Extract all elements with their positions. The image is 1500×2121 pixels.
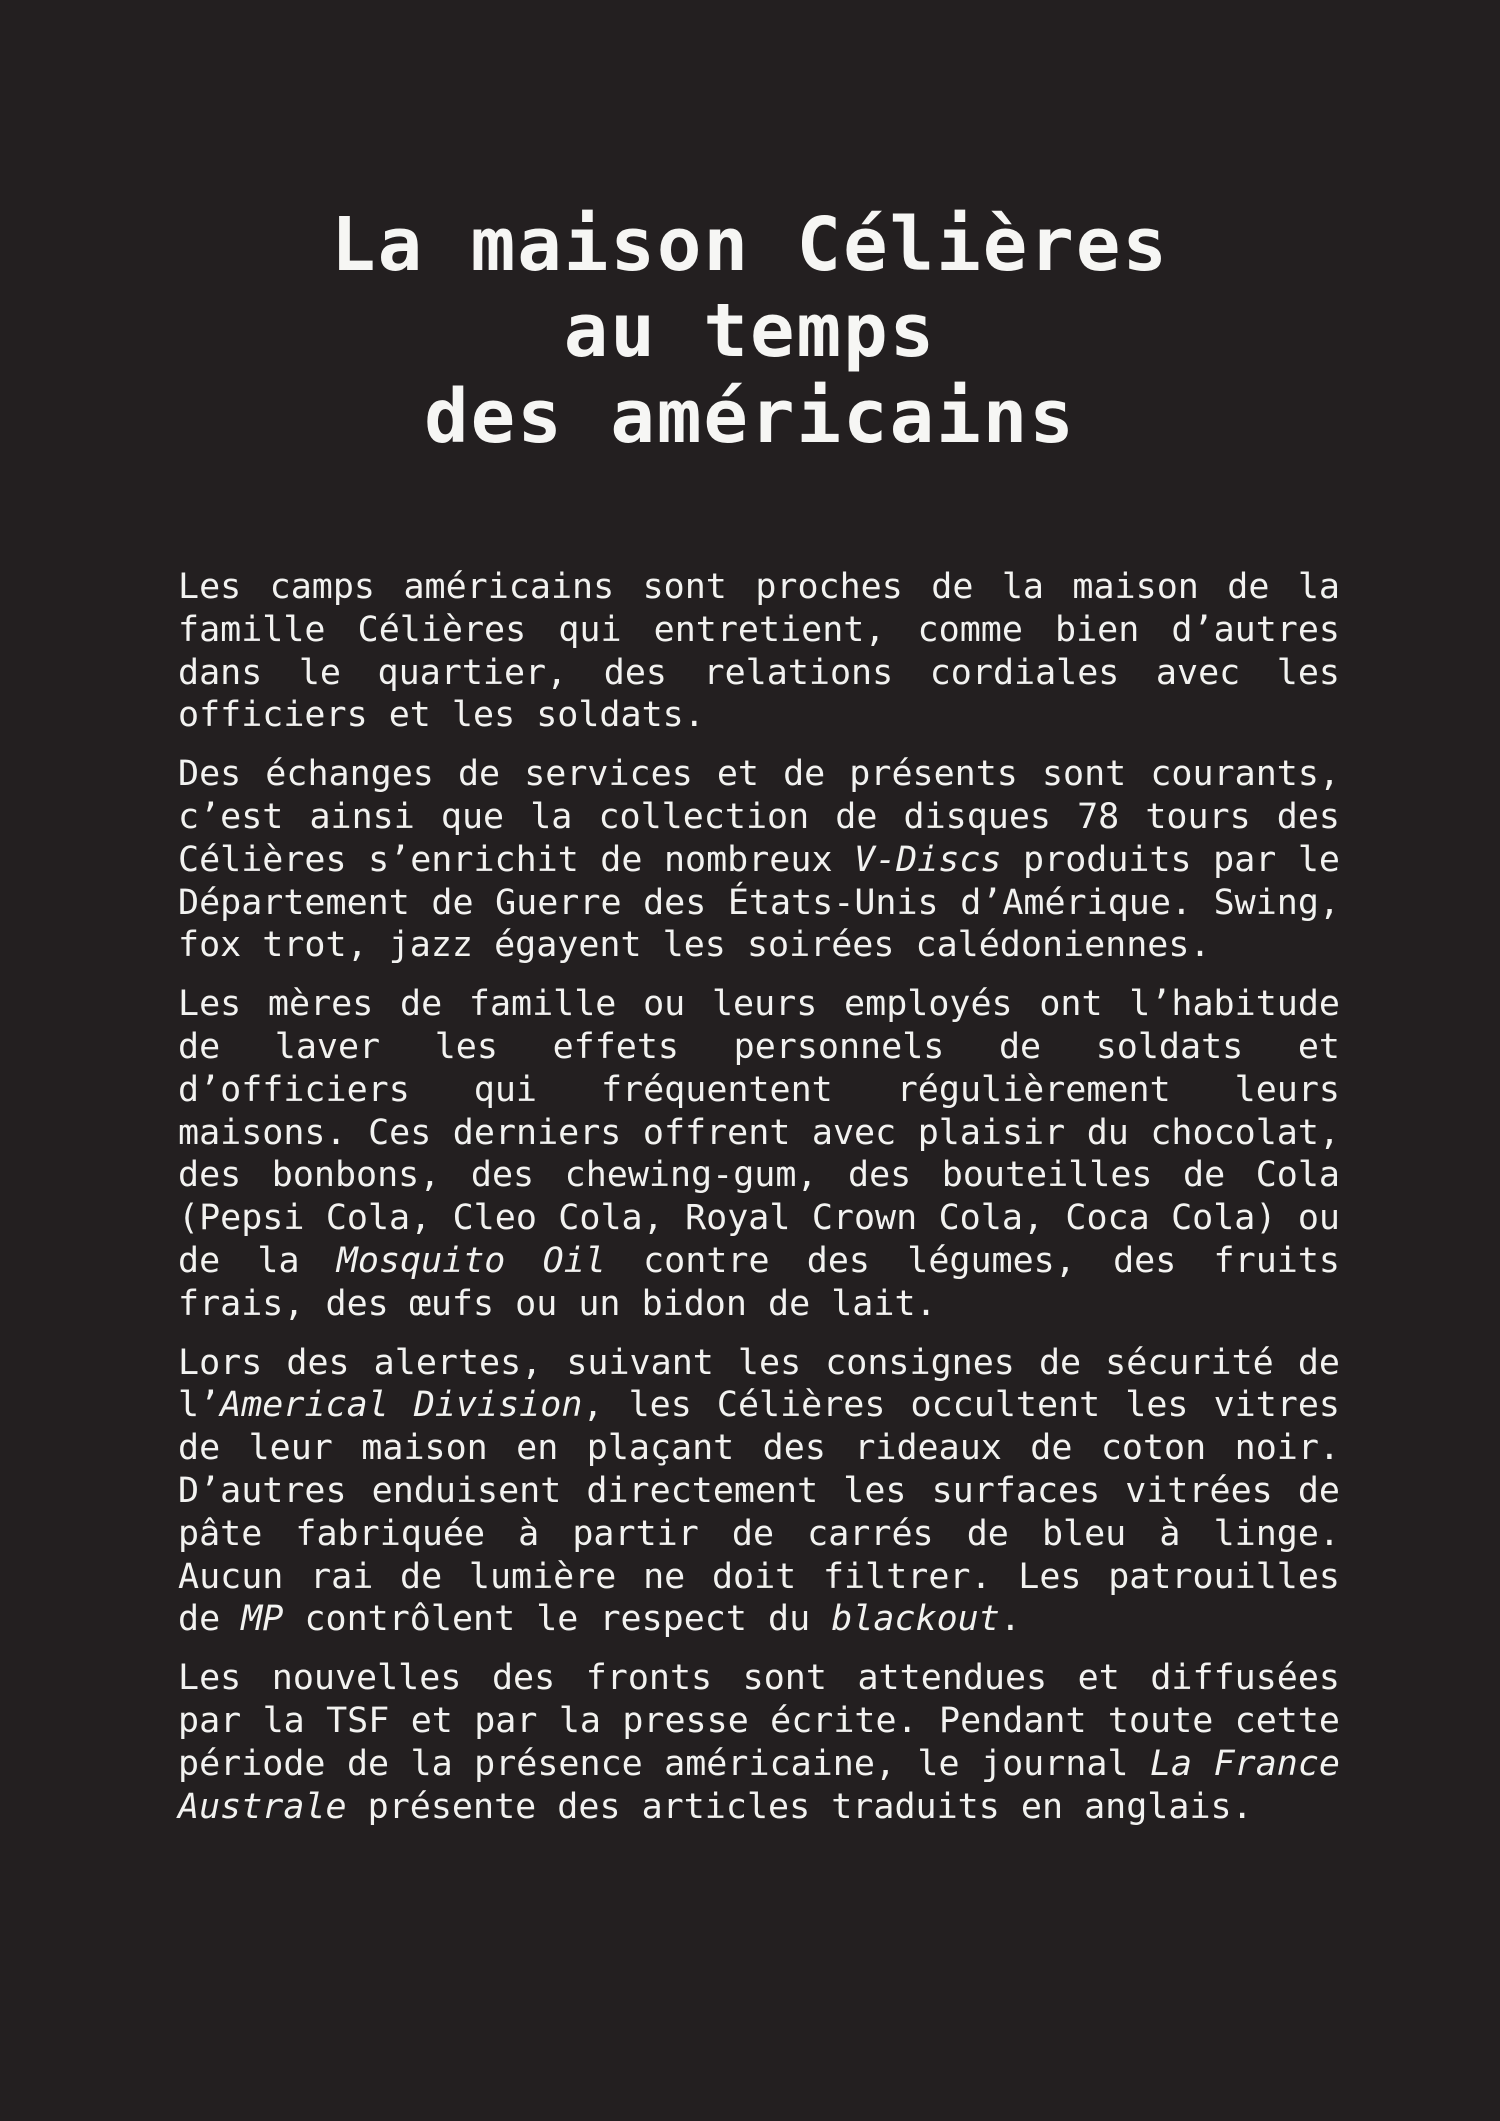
paragraph-5-text-end: présente des articles traduits en anglais. bbox=[346, 1786, 1253, 1827]
page-title bbox=[0, 202, 1500, 460]
paragraph-2-italic-term: V-Discs bbox=[854, 839, 1002, 880]
paragraph-3 bbox=[178, 983, 1340, 1325]
paragraph-5-italic-term: La France Australe bbox=[178, 1743, 1340, 1827]
paragraph-4-italic-term-3: blackout bbox=[831, 1599, 1000, 1640]
body-text bbox=[178, 566, 1340, 1844]
paragraph-1 bbox=[178, 566, 1340, 737]
paragraph-3-italic-term: Mosquito Oil bbox=[336, 1240, 606, 1281]
paragraph-4 bbox=[178, 1342, 1340, 1642]
paragraph-3-text-end: contre des légumes, des fruits frais, des œufs ou un bidon de lait. bbox=[178, 1240, 1340, 1324]
paragraph-5-text-start: Les nouvelles des fronts sont attendues et diffusées par la TSF et par la presse écrite. Pendant toute cette période de la présence américaine, le journal bbox=[178, 1658, 1340, 1784]
paragraph-4-italic-term-2: MP bbox=[241, 1599, 284, 1640]
paragraph-4-text-3: contrôlent le respect du bbox=[283, 1599, 832, 1640]
paragraph-2-text-start: Des échanges de services et de présents sont courants, c’est ainsi que la collection de disques 78 tours des Célières s’enrichit de nombreux bbox=[178, 754, 1340, 880]
paragraph-2-text-end: produits par le Département de Guerre des États-Unis d’Amérique. Swing, fox trot, jazz égayent les soirées calédoniennes. bbox=[178, 839, 1340, 966]
paragraph-5 bbox=[178, 1657, 1340, 1828]
paragraph-4-text-2: , les Célières occultent les vitres de leur maison en plaçant des rideaux de coton noir. D’autres enduisent directement les surfaces vitrées de pâte fabriquée à partir de carrés de bleu à linge. Aucun rai de lumière ne doit filtrer. Les patrouilles de bbox=[178, 1385, 1340, 1640]
title-line-3: des américains bbox=[424, 373, 1076, 460]
title-line-2: au temps bbox=[563, 287, 937, 374]
title-line-1: La maison Célières bbox=[331, 201, 1169, 288]
paragraph-2 bbox=[178, 753, 1340, 967]
paragraph-1-text: Les camps américains sont proches de la maison de la famille Célières qui entretient, comme bien d’autres dans le quartier, des relations cordiales avec les officiers et les soldats. bbox=[178, 567, 1340, 736]
paragraph-4-text-4: . bbox=[999, 1599, 1021, 1640]
paragraph-4-text-1: Lors des alertes, suivant les consignes de sécurité de l’ bbox=[178, 1342, 1340, 1426]
paragraph-3-text-start: Les mères de famille ou leurs employés ont l’habitude de laver les effets personnels de soldats et d’officiers qui fréquentent régulièrement leurs maisons. Ces derniers offrent avec plaisir du chocolat, des bonbons, des chewing-gum, des bouteilles de Cola (Pepsi Cola, Cleo Cola, Royal Crown Cola, Coca Cola) ou de la bbox=[178, 984, 1340, 1281]
paragraph-4-italic-term-1: Americal Division bbox=[220, 1385, 583, 1426]
